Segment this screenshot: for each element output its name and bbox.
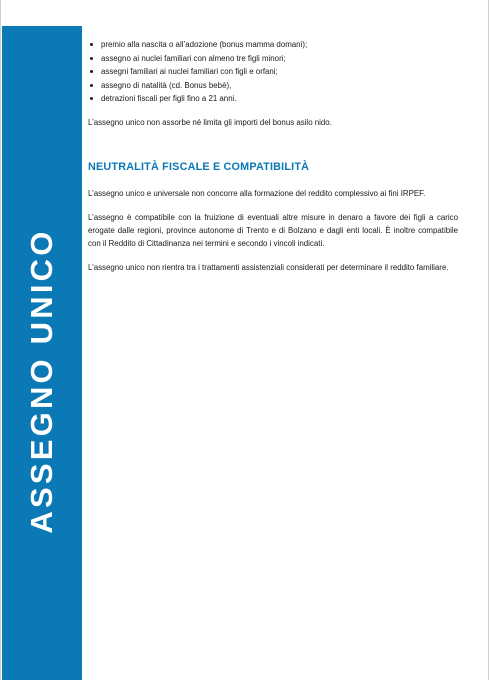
paragraph-family-income: L’assegno unico non rientra tra i trattamenti assistenziali considerati per determinare il reddito familiare. <box>88 263 449 273</box>
sidebar-title <box>2 26 82 680</box>
list-item: premio alla nascita o all’adozione (bonus mamma domani); <box>88 38 458 51</box>
list-item: assegno ai nuclei familiari con almeno tre figli minori; <box>88 52 458 65</box>
section-heading: NEUTRALITÀ FISCALE E COMPATIBILITÀ <box>88 161 310 174</box>
document-body <box>88 38 458 285</box>
sidebar-band <box>2 26 82 680</box>
intro-tail-paragraph: L’assegno unico non assorbe né limita gli importi del bonus asilo nido. <box>88 118 332 128</box>
paragraph-compatibility: L’assegno è compatibile con la fruizione di eventuali altre misure in denaro a favore dei figli a carico erogate dalle regioni, province autonome di Trento e di Bolzano e dagli enti locali. È inoltre compatibile con il Reddito di Cittadinanza nei termini e secondo i vincoli indicati. <box>88 213 458 249</box>
list-item: assegni familiari ai nuclei familiari con figli e orfani; <box>88 65 458 78</box>
bullet-list <box>88 38 458 105</box>
paragraph-irpef: L’assegno unico e universale non concorre alla formazione del reddito complessivo ai fini IRPEF. <box>88 189 426 199</box>
sidebar-title-text: ASSEGNO UNICO <box>24 228 59 534</box>
list-item: detrazioni fiscali per figli fino a 21 anni. <box>88 92 458 105</box>
list-item: assegno di natalità (cd. Bonus bebè), <box>88 79 458 92</box>
